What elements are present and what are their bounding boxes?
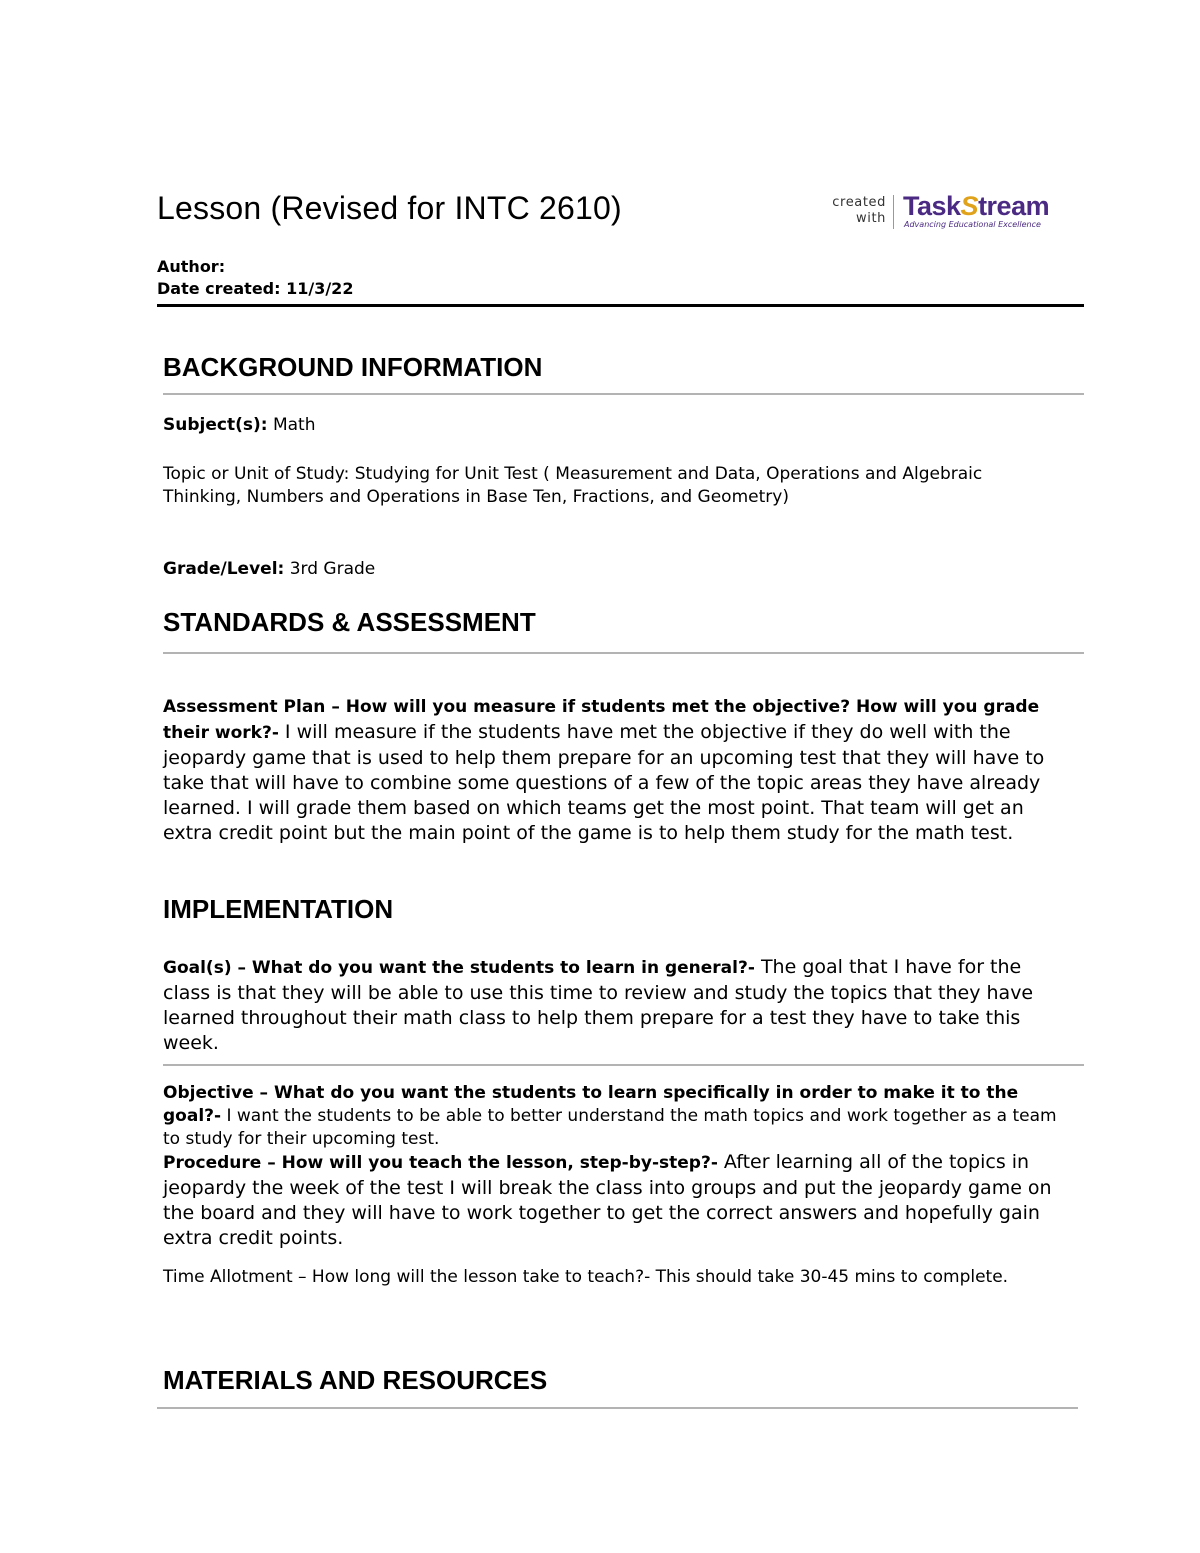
section-divider xyxy=(163,1064,1084,1066)
logo-brand: TaskStream xyxy=(903,191,1050,221)
logo-tagline: Advancing Educational Excellence xyxy=(904,220,1041,229)
taskstream-logo xyxy=(828,193,1058,235)
logo-created-with: created with xyxy=(832,195,886,226)
author-label: Author: xyxy=(157,257,226,276)
objective: Objective – What do you want the students to learn specifically in order to make it to the goal?- I want the students to be able to better understand the math topics and work together as a team to study for their upcoming test. xyxy=(163,1083,1057,1149)
time-allotment: Time Allotment – How long will the lesson take to teach?- This should take 30-45 mins to complete. xyxy=(163,1267,1009,1287)
section-divider xyxy=(157,1407,1078,1409)
section-heading-background: BACKGROUND INFORMATION xyxy=(163,352,543,382)
section-heading-standards: STANDARDS & ASSESSMENT xyxy=(163,607,536,637)
header-divider xyxy=(157,304,1084,307)
page-title: Lesson (Revised for INTC 2610) xyxy=(157,190,622,226)
section-divider xyxy=(163,393,1084,395)
grade-field: Grade/Level: 3rd Grade xyxy=(163,559,376,579)
date-created: Date created: 11/3/22 xyxy=(157,279,354,298)
subjects-field: Subject(s): Math xyxy=(163,415,316,435)
procedure: Procedure – How will you teach the lesson, step-by-step?- After learning all of the topics in jeopardy the week of the test I will break the class into groups and put the jeopardy game on the board and they will have to work together to get the correct answers and hopefully gain extra credit points. xyxy=(163,1151,1052,1249)
section-divider xyxy=(163,652,1084,654)
goals: Goal(s) – What do you want the students to learn in general?- The goal that I have for the class is that they will be able to use this time to review and study the topics that they have learned throughout their math class to help them prepare for a test they have to take this week. xyxy=(163,956,1034,1054)
logo-divider xyxy=(893,195,894,229)
topic-field: Topic or Unit of Study: Studying for Unit Test ( Measurement and Data, Operations and Algebraic Thinking, Numbers and Operations in Base Ten, Fractions, and Geometry) xyxy=(163,464,983,507)
assessment-plan: Assessment Plan – How will you measure if students met the objective? How will you grade their work?- I will measure if the students have met the objective if they do well with the jeopardy game that is used to help them prepare for an upcoming test that they will have to take that will have to combine some questions of a few of the topic areas they have already learned. I will grade them based on which teams get the most point. That team will get an extra credit point but the main point of the game is to help them study for the math test. xyxy=(163,697,1045,844)
section-heading-implementation: IMPLEMENTATION xyxy=(163,894,394,924)
document-meta xyxy=(157,256,353,300)
section-heading-materials: MATERIALS AND RESOURCES xyxy=(163,1365,548,1395)
